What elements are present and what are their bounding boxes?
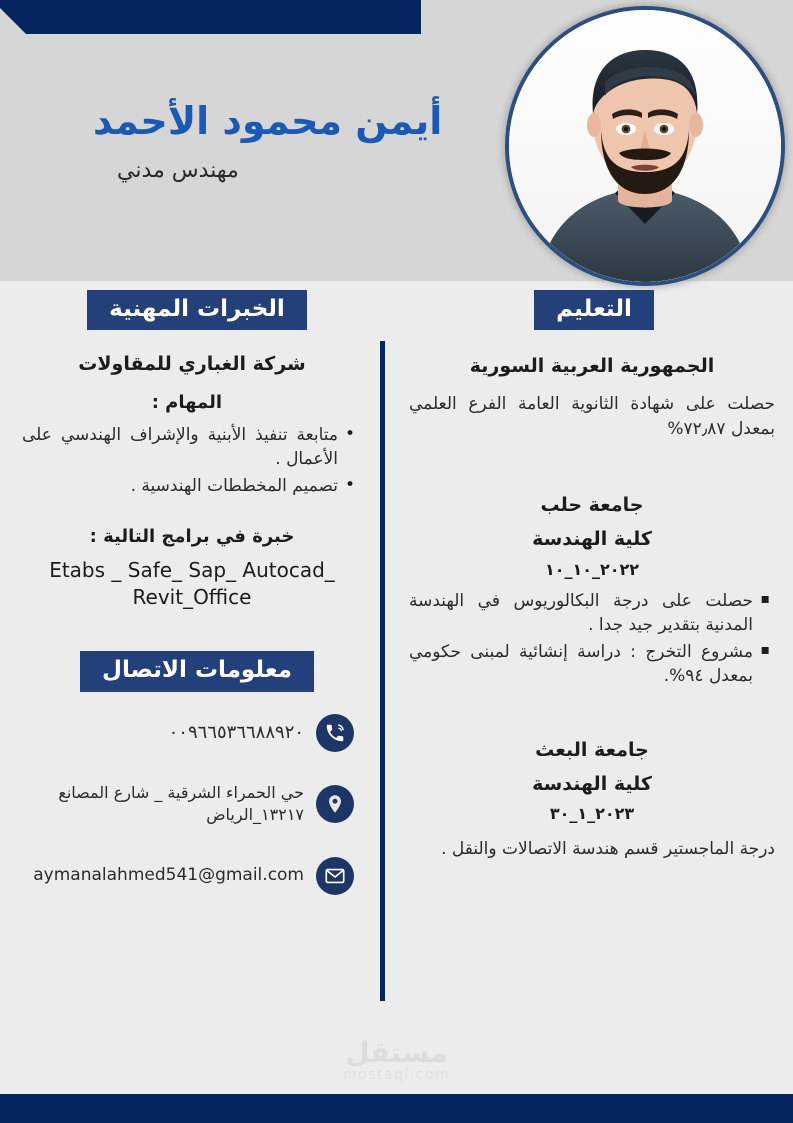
- contact-list: [0, 714, 382, 895]
- section-title-contact: معلومات الاتصال: [80, 651, 314, 691]
- address-text: حي الحمراء الشرقية _ شارع المصانع ١٣٢١٧_الرياض: [58, 782, 304, 825]
- watermark-arabic-label: مستقل: [345, 1036, 448, 1070]
- education-bullet-list: [409, 589, 775, 689]
- education-org: الجمهورية العربية السورية: [469, 355, 715, 378]
- education-faculty: كلية الهندسة: [532, 528, 652, 550]
- software-line-2: Revit_Office: [132, 585, 252, 610]
- contact-row-address[interactable]: [22, 782, 362, 827]
- experience-task-list: [22, 423, 362, 498]
- section-header-row-experience: [0, 290, 382, 330]
- education-date: ٢٠٢٢_١٠_١٠: [544, 559, 640, 579]
- section-title-experience: الخبرات المهنية: [87, 290, 307, 330]
- page-title: أيمن محمود الأحمد: [93, 99, 443, 143]
- experience-company: شركة الغباري للمقاولات: [78, 353, 306, 376]
- left-column: [0, 290, 382, 1050]
- section-header-row-education: [395, 290, 793, 330]
- section-header-row-contact: [0, 651, 382, 691]
- avatar: [505, 6, 785, 286]
- envelope-icon: [316, 857, 354, 895]
- list-item: • متابعة تنفيذ الأبنية والإشراف الهندسي على الأعمال .: [22, 423, 338, 471]
- phone-icon: [316, 714, 354, 752]
- education-entry-2: [395, 493, 793, 688]
- header-accent-bar: [0, 0, 421, 34]
- job-title: مهندس مدني: [117, 157, 239, 183]
- list-item: ▪ حصلت على درجة البكالوريوس في الهندسة المدنية بتقدير جيد جدا .: [409, 589, 753, 637]
- right-column: [395, 290, 793, 1050]
- portrait-photo-icon: [509, 10, 781, 282]
- education-paragraph: درجة الماجستير قسم هندسة الاتصالات والنقل .: [441, 839, 775, 860]
- education-faculty: كلية الهندسة: [532, 772, 652, 795]
- education-org: جامعة حلب: [540, 494, 644, 517]
- experience-tasks-label: المهام :: [151, 392, 222, 414]
- software-label: خبرة في برامج التالية :: [89, 526, 295, 548]
- education-org: جامعة البعث: [535, 739, 649, 762]
- experience-body: [0, 352, 382, 611]
- header-banner: [0, 0, 793, 281]
- email-text: aymanalahmed541@gmail.com: [33, 864, 304, 885]
- watermark-latin-label: mostaql.com: [342, 1067, 451, 1083]
- contact-row-phone[interactable]: [22, 714, 362, 752]
- phone-number: ٠٠٩٦٦٥٣٦٦٨٨٩٢٠: [168, 722, 304, 744]
- list-item: ▪ مشروع التخرج : دراسة إنشائية لمبنى حكومي بمعدل ٩٤%.: [409, 640, 753, 688]
- education-entry-3: [395, 738, 793, 862]
- education-entry-1: [395, 354, 793, 441]
- software-line-1: Etabs _ Safe_ Sap_ Autocad_: [49, 558, 335, 583]
- section-title-education: التعليم: [534, 290, 654, 330]
- list-item: • تصميم المخططات الهندسية .: [22, 474, 338, 498]
- location-pin-icon: [316, 785, 354, 823]
- education-date: ٢٠٢٣_١_٣٠: [549, 804, 635, 824]
- contact-row-email[interactable]: [22, 857, 362, 895]
- footer-bar: [0, 1094, 793, 1123]
- name-block: [93, 100, 513, 183]
- education-paragraph: حصلت على شهادة الثانوية العامة الفرع العلمي بمعدل ٧٢٫٨٧%: [409, 394, 775, 439]
